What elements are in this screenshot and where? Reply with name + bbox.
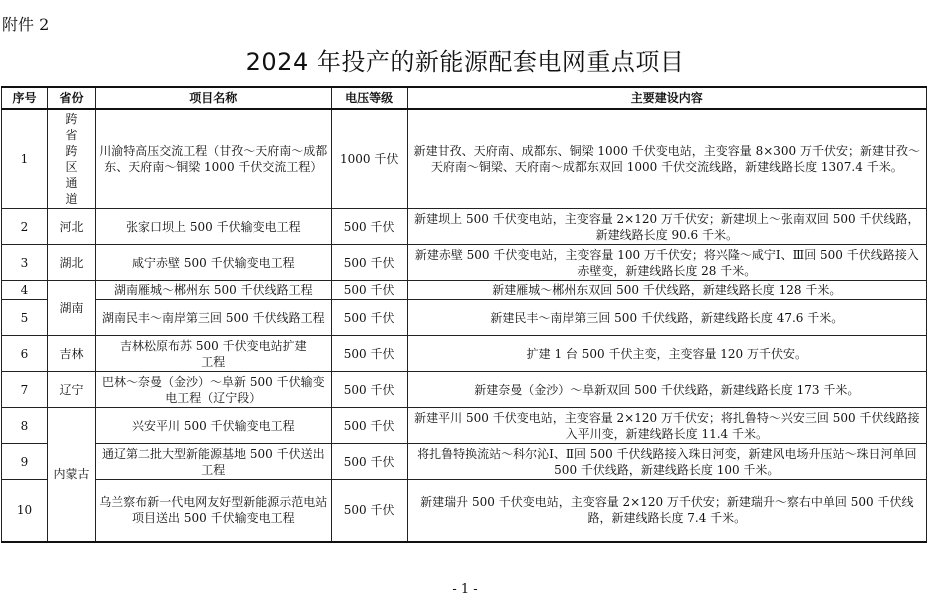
cell-voltage: 500 千伏	[331, 209, 407, 245]
cell-province: 跨省跨区通道	[47, 109, 95, 209]
cell-voltage: 500 千伏	[331, 245, 407, 281]
cell-province: 湖北	[47, 245, 95, 281]
cell-seq: 3	[2, 245, 48, 281]
cell-content: 扩建 1 台 500 千伏主变，主变容量 120 万千伏安。	[407, 336, 926, 372]
cell-content: 新建雁城～郴州东双回 500 千伏线路，新建线路长度 128 千米。	[407, 281, 926, 300]
cell-seq: 4	[2, 281, 48, 300]
table-row	[2, 281, 927, 300]
cell-voltage: 1000 千伏	[331, 109, 407, 209]
header-seq: 序号	[2, 87, 48, 109]
header-content: 主要建设内容	[407, 87, 926, 109]
projects-table	[1, 86, 927, 543]
cell-voltage: 500 千伏	[331, 372, 407, 408]
cell-province: 辽宁	[47, 372, 95, 408]
page-number: - 1 -	[452, 582, 478, 597]
cell-seq: 9	[2, 444, 48, 480]
cell-project-name: 张家口坝上 500 千伏输变电工程	[95, 209, 331, 245]
cell-content: 新建民丰～南岸第三回 500 千伏线路，新建线路长度 47.6 千米。	[407, 300, 926, 336]
cell-voltage: 500 千伏	[331, 281, 407, 300]
cell-project-name: 巴林～奈曼（金沙）～阜新 500 千伏输变电工程（辽宁段）	[95, 372, 331, 408]
header-voltage: 电压等级	[331, 87, 407, 109]
table-row	[2, 300, 927, 336]
cell-seq: 8	[2, 408, 48, 444]
cell-seq: 7	[2, 372, 48, 408]
table-row	[2, 408, 927, 444]
cell-project-name: 川渝特高压交流工程（甘孜～天府南～成都东、天府南～铜梁 1000 千伏交流工程）	[95, 109, 331, 209]
cell-province: 湖南	[47, 281, 95, 336]
table-row	[2, 444, 927, 480]
cell-voltage: 500 千伏	[331, 336, 407, 372]
cell-voltage: 500 千伏	[331, 300, 407, 336]
cell-content: 新建坝上 500 千伏变电站，主变容量 2×120 万千伏安；新建坝上～张南双回 500 千伏线路，新建线路长度 90.6 千米。	[407, 209, 926, 245]
table-row	[2, 245, 927, 281]
document-title: 2024 年投产的新能源配套电网重点项目	[245, 48, 685, 76]
cell-seq: 6	[2, 336, 48, 372]
cell-project-name: 湖南民丰～南岸第三回 500 千伏线路工程	[95, 300, 331, 336]
cell-province: 河北	[47, 209, 95, 245]
cell-content: 新建平川 500 千伏变电站，主变容量 2×120 万千伏安；将扎鲁特～兴安三回 500 千伏线路接入平川变，新建线路长度 11.4 千米。	[407, 408, 926, 444]
cell-project-name: 湖南雁城～郴州东 500 千伏线路工程	[95, 281, 331, 300]
cell-content: 新建甘孜、天府南、成都东、铜梁 1000 千伏变电站，主变容量 8×300 万千伏安；新建甘孜～天府南～铜梁、天府南～成都东双回 1000 千伏交流线路，新建线路长度 1307.4 千米。	[407, 109, 926, 209]
cell-project-name: 通辽第二批大型新能源基地 500 千伏送出工程	[95, 444, 331, 480]
table-header-row	[2, 87, 927, 109]
cell-province: 吉林	[47, 336, 95, 372]
cell-project-name: 乌兰察布新一代电网友好型新能源示范电站项目送出 500 千伏输变电工程	[95, 480, 331, 542]
cell-seq: 2	[2, 209, 48, 245]
table-row	[2, 480, 927, 542]
cell-project-name: 吉林松原布苏 500 千伏变电站扩建工程	[95, 336, 331, 372]
cell-project-name: 兴安平川 500 千伏输变电工程	[95, 408, 331, 444]
cell-seq: 5	[2, 300, 48, 336]
cell-project-name: 咸宁赤壁 500 千伏输变电工程	[95, 245, 331, 281]
cell-voltage: 500 千伏	[331, 408, 407, 444]
table-row	[2, 209, 927, 245]
cell-content: 新建瑞升 500 千伏变电站，主变容量 2×120 万千伏安；新建瑞升～察右中单回 500 千伏线路，新建线路长度 7.4 千米。	[407, 480, 926, 542]
cell-voltage: 500 千伏	[331, 444, 407, 480]
header-project-name: 项目名称	[95, 87, 331, 109]
cell-content: 新建赤壁 500 千伏变电站，主变容量 100 万千伏安；将兴隆～咸宁Ⅰ、Ⅲ回 500 千伏线路接入赤壁变，新建线路长度 28 千米。	[407, 245, 926, 281]
cell-voltage: 500 千伏	[331, 480, 407, 542]
header-province: 省份	[47, 87, 95, 109]
table-row	[2, 372, 927, 408]
cell-seq: 10	[2, 480, 48, 542]
cell-province: 内蒙古	[47, 408, 95, 542]
cell-content: 新建奈曼（金沙）～阜新双回 500 千伏线路，新建线路长度 173 千米。	[407, 372, 926, 408]
cell-seq: 1	[2, 109, 48, 209]
annex-label: 附件 2	[2, 15, 50, 34]
table-row	[2, 109, 927, 209]
cell-content: 将扎鲁特换流站～科尔沁Ⅰ、Ⅱ回 500 千伏线路接入珠日河变，新建风电场升压站～珠日河单回 500 千伏线路，新建线路长度 100 千米。	[407, 444, 926, 480]
table-row	[2, 336, 927, 372]
